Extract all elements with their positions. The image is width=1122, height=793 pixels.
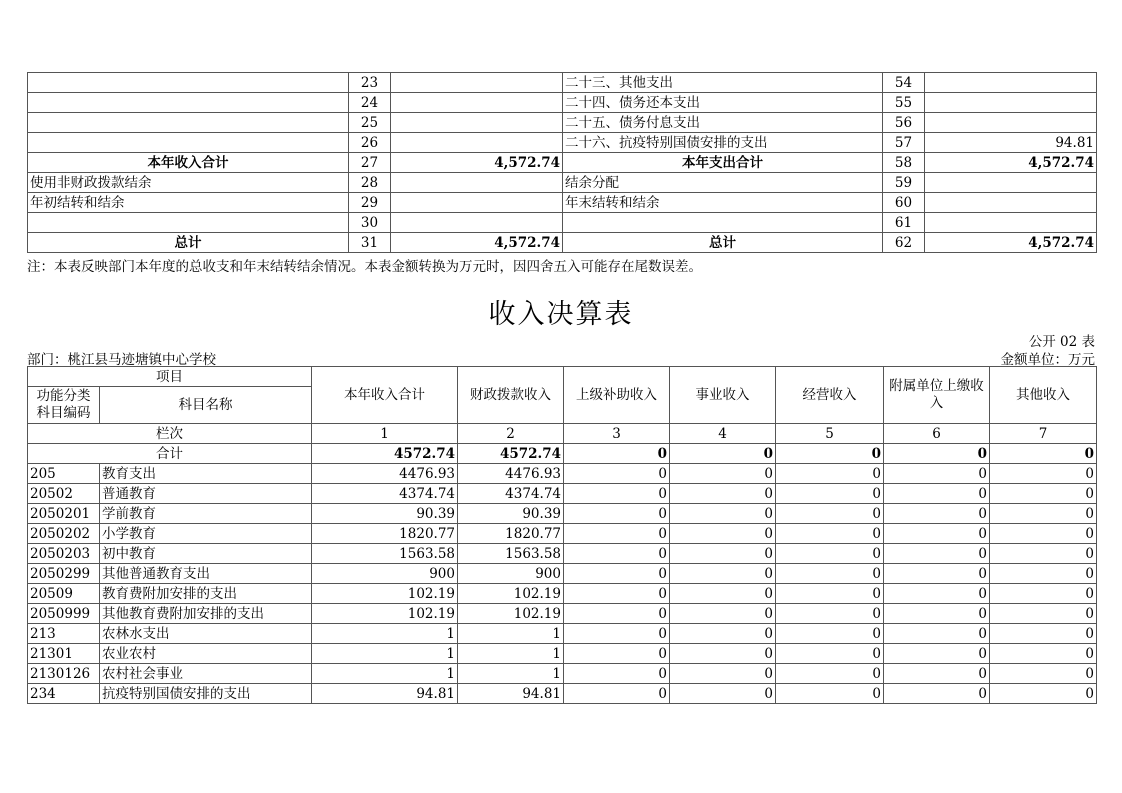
total-value: 0 [884,444,990,464]
expense-row-number: 61 [883,213,925,233]
income-amount [391,213,563,233]
header-col-3: 上级补助收入 [564,367,670,424]
amount-cell: 0 [884,564,990,584]
table-row [28,133,1097,153]
expense-item-label: 总计 [563,233,883,253]
amount-cell: 0 [776,544,884,564]
income-row-number: 27 [349,153,391,173]
amount-cell: 0 [990,604,1097,624]
table-row [28,464,1097,484]
department-label: 部门：桃江县马迹塘镇中心学校 [27,352,216,368]
amount-cell: 0 [776,484,884,504]
amount-cell: 4476.93 [458,464,564,484]
header-name: 科目名称 [100,387,312,424]
expense-row-number: 59 [883,173,925,193]
amount-cell: 0 [990,484,1097,504]
table-row [28,113,1097,133]
amount-cell: 0 [670,564,776,584]
table-row [28,153,1097,173]
subject-code: 2130126 [28,664,100,684]
amount-cell: 0 [564,544,670,564]
header-col-2: 财政拨款收入 [458,367,564,424]
table-row [28,644,1097,664]
income-table [27,366,1097,704]
amount-cell: 0 [670,544,776,564]
total-label: 合计 [28,444,312,464]
income-item-label: 总计 [28,233,349,253]
income-item-label: 本年收入合计 [28,153,349,173]
amount-cell: 900 [312,564,458,584]
amount-cell: 0 [670,584,776,604]
subject-code: 213 [28,624,100,644]
subject-name: 初中教育 [100,544,312,564]
amount-cell: 0 [564,484,670,504]
expense-item-label: 二十六、抗疫特别国债安排的支出 [563,133,883,153]
page-title: 收入决算表 [488,299,634,330]
summary-table [27,72,1097,253]
amount-cell: 0 [990,544,1097,564]
expense-item-label: 二十五、债务付息支出 [563,113,883,133]
amount-cell: 0 [990,564,1097,584]
header-col-4: 事业收入 [670,367,776,424]
amount-cell: 0 [884,544,990,564]
total-value: 4572.74 [312,444,458,464]
amount-cell: 0 [564,524,670,544]
amount-cell: 0 [990,524,1097,544]
subject-code: 234 [28,684,100,704]
expense-amount: 4,572.74 [925,153,1097,173]
expense-item-label: 结余分配 [563,173,883,193]
amount-cell: 1563.58 [312,544,458,564]
amount-cell: 0 [776,464,884,484]
amount-cell: 0 [564,504,670,524]
amount-cell: 0 [564,644,670,664]
expense-amount [925,113,1097,133]
income-row-number: 28 [349,173,391,193]
amount-cell: 0 [884,624,990,644]
amount-cell: 0 [990,504,1097,524]
amount-cell: 0 [884,684,990,704]
expense-row-number: 55 [883,93,925,113]
amount-cell: 94.81 [312,684,458,704]
amount-cell: 102.19 [312,604,458,624]
income-table-header [28,367,1097,464]
amount-cell: 0 [990,624,1097,644]
amount-cell: 0 [990,644,1097,664]
income-amount [391,173,563,193]
header-col-6: 附属单位上缴收入 [884,367,990,424]
amount-cell: 0 [776,604,884,624]
form-number: 公开 02 表 [1028,334,1095,350]
table-row [28,173,1097,193]
amount-cell: 0 [670,524,776,544]
amount-cell: 102.19 [458,604,564,624]
expense-row-number: 62 [883,233,925,253]
total-row [28,444,1097,464]
expense-amount [925,93,1097,113]
amount-cell: 0 [670,604,776,624]
income-item-label: 年初结转和结余 [28,193,349,213]
amount-cell: 102.19 [458,584,564,604]
table-row [28,624,1097,644]
header-item: 项目 [28,367,312,387]
col-number: 4 [670,424,776,444]
table-row [28,564,1097,584]
table-row [28,213,1097,233]
total-value: 4572.74 [458,444,564,464]
col-number: 1 [312,424,458,444]
amount-cell: 0 [776,664,884,684]
subject-name: 其他教育费附加安排的支出 [100,604,312,624]
header-code: 功能分类科目编码 [28,387,100,424]
income-amount [391,73,563,93]
subject-name: 抗疫特别国债安排的支出 [100,684,312,704]
expense-item-label: 本年支出合计 [563,153,883,173]
expense-row-number: 54 [883,73,925,93]
expense-item-label: 年末结转和结余 [563,193,883,213]
income-item-label [28,213,349,233]
amount-cell: 0 [564,664,670,684]
table-row [28,524,1097,544]
expense-item-label: 二十四、债务还本支出 [563,93,883,113]
expense-row-number: 58 [883,153,925,173]
amount-cell: 94.81 [458,684,564,704]
amount-cell: 1 [458,624,564,644]
subject-code: 2050203 [28,544,100,564]
subject-name: 小学教育 [100,524,312,544]
table-row [28,584,1097,604]
subject-name: 教育支出 [100,464,312,484]
income-item-label: 使用非财政拨款结余 [28,173,349,193]
amount-cell: 0 [564,564,670,584]
unit-label: 金额单位：万元 [1000,352,1095,368]
table-note: 注：本表反映部门本年度的总收支和年末结转结余情况。本表金额转换为万元时，因四舍五入可能存在尾数误差。 [27,259,702,275]
expense-item-label [563,213,883,233]
income-row-number: 30 [349,213,391,233]
income-amount [391,113,563,133]
subject-name: 教育费附加安排的支出 [100,584,312,604]
amount-cell: 0 [670,684,776,704]
col-number: 7 [990,424,1097,444]
amount-cell: 1563.58 [458,544,564,564]
amount-cell: 1 [458,664,564,684]
income-table-body [28,464,1097,704]
total-value: 0 [670,444,776,464]
table-row [28,684,1097,704]
amount-cell: 1820.77 [312,524,458,544]
subject-name: 农业农村 [100,644,312,664]
expense-amount [925,173,1097,193]
expense-row-number: 57 [883,133,925,153]
col-number: 3 [564,424,670,444]
amount-cell: 0 [776,624,884,644]
expense-item-label: 二十三、其他支出 [563,73,883,93]
amount-cell: 4374.74 [312,484,458,504]
amount-cell: 0 [990,664,1097,684]
income-item-label [28,113,349,133]
expense-amount [925,213,1097,233]
amount-cell: 0 [670,464,776,484]
income-amount: 4,572.74 [391,153,563,173]
col-number: 6 [884,424,990,444]
amount-cell: 0 [884,484,990,504]
income-row-number: 29 [349,193,391,213]
expense-amount: 94.81 [925,133,1097,153]
summary-table-body [28,73,1097,253]
expense-amount [925,73,1097,93]
col-number: 5 [776,424,884,444]
amount-cell: 900 [458,564,564,584]
amount-cell: 4374.74 [458,484,564,504]
total-value: 0 [990,444,1097,464]
income-row-number: 23 [349,73,391,93]
income-row-number: 25 [349,113,391,133]
amount-cell: 1820.77 [458,524,564,544]
amount-cell: 0 [776,564,884,584]
amount-cell: 0 [990,684,1097,704]
amount-cell: 1 [458,644,564,664]
header-col-7: 其他收入 [990,367,1097,424]
subject-name: 学前教育 [100,504,312,524]
amount-cell: 0 [884,504,990,524]
income-amount: 4,572.74 [391,233,563,253]
table-row [28,604,1097,624]
amount-cell: 90.39 [312,504,458,524]
table-row [28,193,1097,213]
amount-cell: 0 [884,584,990,604]
amount-cell: 0 [884,604,990,624]
amount-cell: 0 [670,484,776,504]
income-item-label [28,133,349,153]
table-row [28,544,1097,564]
table-row [28,233,1097,253]
subject-code: 2050299 [28,564,100,584]
header-col-1: 本年收入合计 [312,367,458,424]
header-col-label: 栏次 [28,424,312,444]
income-item-label [28,93,349,113]
amount-cell: 0 [776,504,884,524]
subject-name: 农村社会事业 [100,664,312,684]
income-row-number: 26 [349,133,391,153]
amount-cell: 0 [670,624,776,644]
amount-cell: 0 [776,584,884,604]
amount-cell: 0 [564,684,670,704]
expense-amount: 4,572.74 [925,233,1097,253]
amount-cell: 0 [884,644,990,664]
subject-name: 普通教育 [100,484,312,504]
amount-cell: 0 [884,524,990,544]
income-item-label [28,73,349,93]
amount-cell: 0 [990,584,1097,604]
subject-code: 2050999 [28,604,100,624]
amount-cell: 1 [312,624,458,644]
income-amount [391,93,563,113]
subject-code: 20509 [28,584,100,604]
amount-cell: 0 [670,504,776,524]
amount-cell: 0 [884,464,990,484]
amount-cell: 1 [312,644,458,664]
amount-cell: 0 [776,684,884,704]
subject-code: 2050201 [28,504,100,524]
amount-cell: 4476.93 [312,464,458,484]
amount-cell: 0 [990,464,1097,484]
amount-cell: 0 [564,604,670,624]
table-row [28,73,1097,93]
income-amount [391,133,563,153]
subject-name: 其他普通教育支出 [100,564,312,584]
expense-amount [925,193,1097,213]
amount-cell: 90.39 [458,504,564,524]
expense-row-number: 60 [883,193,925,213]
amount-cell: 0 [670,664,776,684]
header-col-5: 经营收入 [776,367,884,424]
table-row [28,93,1097,113]
subject-code: 20502 [28,484,100,504]
income-row-number: 31 [349,233,391,253]
amount-cell: 0 [884,664,990,684]
total-value: 0 [776,444,884,464]
amount-cell: 1 [312,664,458,684]
amount-cell: 0 [564,624,670,644]
subject-code: 205 [28,464,100,484]
amount-cell: 0 [776,644,884,664]
expense-row-number: 56 [883,113,925,133]
table-row [28,504,1097,524]
table-row [28,484,1097,504]
subject-code: 21301 [28,644,100,664]
income-row-number: 24 [349,93,391,113]
col-number: 2 [458,424,564,444]
amount-cell: 0 [670,644,776,664]
subject-name: 农林水支出 [100,624,312,644]
income-amount [391,193,563,213]
table-row [28,664,1097,684]
amount-cell: 0 [776,524,884,544]
subject-code: 2050202 [28,524,100,544]
amount-cell: 0 [564,464,670,484]
total-value: 0 [564,444,670,464]
amount-cell: 102.19 [312,584,458,604]
amount-cell: 0 [564,584,670,604]
